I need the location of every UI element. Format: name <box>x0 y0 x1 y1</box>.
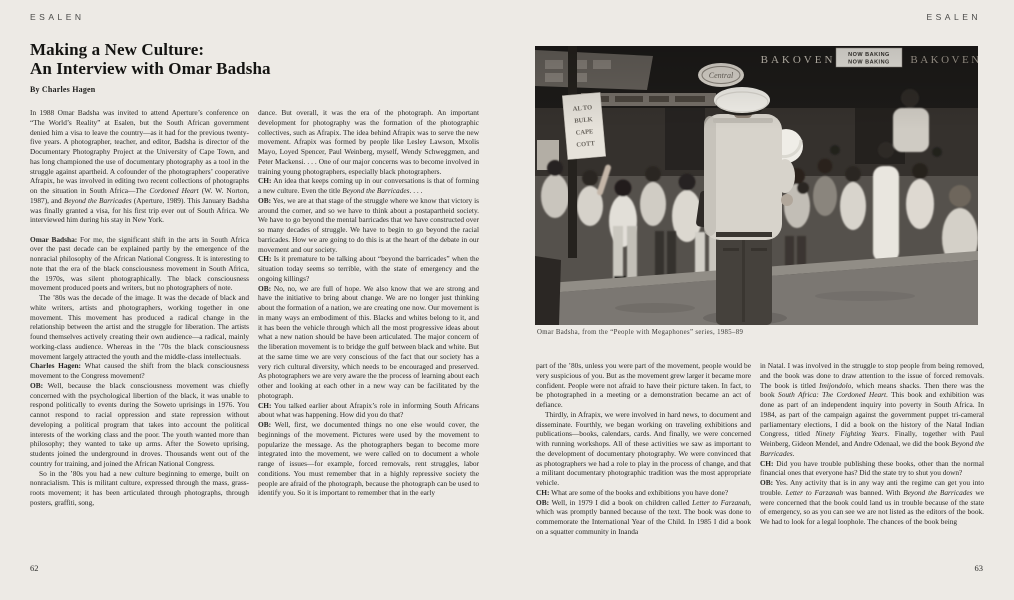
body-text: Well, because the black consciousness movement was chiefly concerned with the psychological libertion of the black, it was unable to respond politically to events during the Soweto uprisings in 1976. You cannot respond to racial oppression and state repression without developing a political program that takes into account the political interests of the working class and the poor. The youth wanted more than philosophy; they wanted to take up arms. After the Soweto uprising, students joined the underground in droves. Thousands went out of the country for training, and joined the African National Congress. <box>30 380 249 468</box>
documentary-photo <box>535 46 978 325</box>
speaker-label: OB: <box>760 478 774 487</box>
paragraph <box>258 108 479 176</box>
page-number-right: 63 <box>974 563 983 573</box>
speaker-label: OB: <box>258 283 272 293</box>
body-text: So in the ’80s you had a new culture beginning to emerge, built on nonracialism. This is militant culture, expressed through the mass, grass-roots movement; it has been articulated through photographs, through posters, graffiti, song, <box>30 468 249 507</box>
article-title-line1: Making a New Culture: <box>30 40 205 59</box>
speaker-label: OB: <box>258 195 272 205</box>
body-text: The Cordoned Heart <box>135 186 199 195</box>
paragraph <box>30 381 249 469</box>
body-text: we were concerned that the book could land us in trouble because of the state of emergency, so as you can see we are not listed as the editors of the book. We had to look for a legal loophole. The chances of the book being <box>760 487 984 526</box>
left-page-column-1 <box>30 108 249 508</box>
speaker-label: OB: <box>258 420 272 429</box>
paragraph <box>30 361 249 381</box>
speaker-label: Omar Badsha: <box>30 234 78 244</box>
body-text: For me, the significant shift in the arts in South Africa over the past decade can be explained partly by the emergence of the nonracial philosophy of the African National Congress. It is interesting to note that the era of the black consciousness movement in South Africa, the 1970s, was silent photographically. The black consciousness movement produced poets and writers, but no photographers of note. <box>30 234 249 293</box>
right-page-column-1 <box>536 361 751 537</box>
body-text: (W. W. Norton, 1987), and <box>30 186 249 205</box>
article-title <box>30 41 330 78</box>
body-text: Well, first, we documented things no one else would cover, the beginnings of the movement. Pictures were used by the movement to popularize the message. As the photographers began to become more integrated into the movement, we were called on to document a whole range of issues—for example, forced removals, rent struggles, labor conditions. You must remember that in a highly repressive society the people are afraid of the photograph, because the photograph can be used to identify you. So it is important to remember that in the early <box>258 420 479 498</box>
paragraph <box>30 293 249 361</box>
paragraph <box>536 410 751 488</box>
body-text: dance. But overall, it was the era of the photograph. An important development for photography was the formation of the photographic collectives, such as Afrapix. The idea behind Afrapix was to serve the new movement. Afrapix was formed by people like Lesley Lawson, Mxolis Mayo, Loyed Spencer, Paul Weinberg, myself, Wendy Schweggmen, and Peter Mackensi. . . . One of our major concerns was to become involved in training young photographers, especially black photographers. <box>258 108 479 176</box>
body-text: No, no, we are full of hope. We also know that we are strong and have the initiative to bring about change. We are no longer just thinking about the formation of a nation, we are creating one now. Our movement is in many ways an embodiment of this. Blacks and whites belong to it, and it has been the vehicle through which all the most progressive ideas about what a new nation should be have been articulated. The major concern of the liberation movement is to bridge the gulf between black and white. But at the same time we are very conscious of the fact that our society has a very rich cultural diversity, which needs to be encouraged and preserved. As photographers we are very aware the the process of learning about each other and looking at each other in a new way can be facilitated by the photograph. <box>258 283 479 400</box>
body-text: Beyond the Barricades <box>760 439 984 458</box>
left-page-column-2 <box>258 108 479 498</box>
body-text: You talked earlier about Afrapix’s role in informing South Africans about what was happening. How did you do that? <box>258 400 479 420</box>
body-text: Beyond the Barricades <box>342 186 410 195</box>
paragraph <box>258 196 479 255</box>
body-text: Imijondolo <box>819 380 852 390</box>
speaker-label: CH: <box>760 458 774 468</box>
body-text: In 1988 Omar Badsha was invited to attend Aperture’s conference on “The World’s Reality” at Esalen, but the South African government denied him a visa to leave the country—as it had for the previous twenty-five years. A photographer, teacher, and editor, Badsha is director of the Documentary Photography Project at the University of Cape Town, and has long championed the use of documentary photography as a tool in the struggle against apartheid. A cofounder of the photographers’ cooperative Afrapix, he was involved in editing two recent collections of photographs on the situation in South Africa— <box>30 108 249 195</box>
running-head-left: ESALEN <box>30 12 85 22</box>
paragraph <box>30 235 249 294</box>
body-text: , which means shacks. Then there was the book <box>760 380 984 400</box>
paragraph <box>760 478 984 527</box>
body-text: What are some of the books and exhibitions you have done? <box>549 487 729 497</box>
paragraph <box>258 284 479 401</box>
body-text: Letter to Farzanah <box>785 487 844 497</box>
article-title-line2: An Interview with Omar Badsha <box>30 58 271 78</box>
paragraph <box>258 401 479 421</box>
body-text: (Aperture, 1989). This January Badsha was finally granted a visa, for his first trip ever out of South Africa. We interviewed him during his stay in New York. <box>30 195 249 225</box>
paragraph <box>258 420 479 498</box>
body-text: , which was promptly banned because of the text. The book was done to commemorate the International Year of the Child. In 1985 I did a book on a squatter community in Inanda <box>536 497 751 536</box>
speaker-label: CH: <box>258 176 272 186</box>
page-number-left: 62 <box>30 563 39 573</box>
body-text: Well, in 1979 I did a book on children called <box>549 497 693 507</box>
paragraph <box>30 469 249 508</box>
body-text: Thirdly, in Afrapix, we were involved in hard news, to document and disseminate. Fourthly, we began working on traveling exhibitions and publications—books, calendars, cards. And finally, we were concerned with running workshops. All of these activities we saw as important to the development of documentary photography. We were convinced that as photographers we had a role to play in the process of change, and that a militant documentary photographic tradition was the most appropriate vehicle. <box>536 409 751 487</box>
speaker-label: Charles Hagen: <box>30 361 82 371</box>
running-head-right: ESALEN <box>926 12 981 22</box>
paragraph <box>30 108 249 225</box>
paragraph <box>760 459 984 479</box>
paragraph <box>536 361 751 410</box>
body-text: . This book and exhibition was done as part of an independent inquiry into poverty in South Africa. In 1984, as part of the campaign against the government puppet tri-cameral parliamentary elections, I did a book on the history of the Natal Indian Congress, titled <box>760 390 984 439</box>
body-text: South Africa: The Cordoned Heart <box>778 390 887 400</box>
photo-caption: Omar Badsha, from the “People with Megaphones” series, 1985–89 <box>537 329 744 336</box>
speaker-label: OB: <box>536 497 550 507</box>
speaker-label: CH: <box>258 254 272 264</box>
body-text: . <box>792 448 795 458</box>
body-text: Did you have trouble publishing these books, other than the normal financial ones that everyone has? Did the state try to shut you down? <box>760 458 984 478</box>
body-text: . . . . <box>409 186 423 195</box>
paragraph <box>258 254 479 283</box>
body-text: Beyond the Barricades <box>903 487 973 497</box>
body-text: in Natal. I was involved in the struggle to stop people from being removed, and the book was done to draw attention to the issue of forced removals. The book is titled <box>760 361 984 390</box>
body-text: Beyond the Barricades <box>63 195 132 205</box>
paragraph <box>536 488 751 498</box>
body-text: An idea that keeps coming up in our conversations is that of forming a new culture. Even the title <box>258 176 479 195</box>
body-text: The ’80s was the decade of the image. It was the decade of black and white writers, artists and photographers, working together in one movement. This movement has produced a radical change in the relationship between the artist and the struggle for liberation. The artists found themselves actively creating their own audience—a radical, mainly working-class audience. Whereas in the ’70s the black consciousness movement largely attracted the youth and the middle-class intellectuals. <box>30 293 249 361</box>
right-page-column-2 <box>760 361 984 527</box>
body-text: Yes. Any activity that is in any way anti the regime can get you into trouble. <box>760 478 984 497</box>
body-text: was banned. With <box>843 487 904 497</box>
body-text: Is it premature to be talking about “beyond the barricades” when the situation today seems so terrible, with the state of emergency and the ongoing killings? <box>258 254 479 283</box>
speaker-label: CH: <box>536 487 550 497</box>
byline: By Charles Hagen <box>30 85 96 94</box>
paragraph <box>536 498 751 537</box>
body-text: . Finally, together with Paul Weinberg, Gideon Mendel, and Andre Odenaal, we did the book <box>760 429 984 448</box>
body-text: Letter to Farzanah <box>692 497 750 507</box>
body-text: part of the ’80s, unless you were part of the movement, people would be very suspicious of you. But as the movement grew larger it became more confident. People were not afraid to have their picture taken. In fact, to be photographed in a meeting or a demonstration became an act of defiance. <box>536 361 751 409</box>
speaker-label: CH: <box>258 400 272 410</box>
body-text: Yes, we are at that stage of the struggle where we know that victory is around the corner, and so we have to think about a postapartheid society. We have to go beyond the mental barricades that we have constructed over so many decades of struggle. We have to begin to go beyond the racial barricades. How we are going to do this is at the heart of the debate in our movement and our society. <box>258 195 479 254</box>
paragraph <box>760 361 984 459</box>
body-text: Ninety Fighting Years <box>815 429 888 439</box>
paragraph <box>258 176 479 196</box>
body-text: What caused the shift from the black consciousness movement to the Congress movement? <box>30 361 249 380</box>
speaker-label: OB: <box>30 380 44 390</box>
